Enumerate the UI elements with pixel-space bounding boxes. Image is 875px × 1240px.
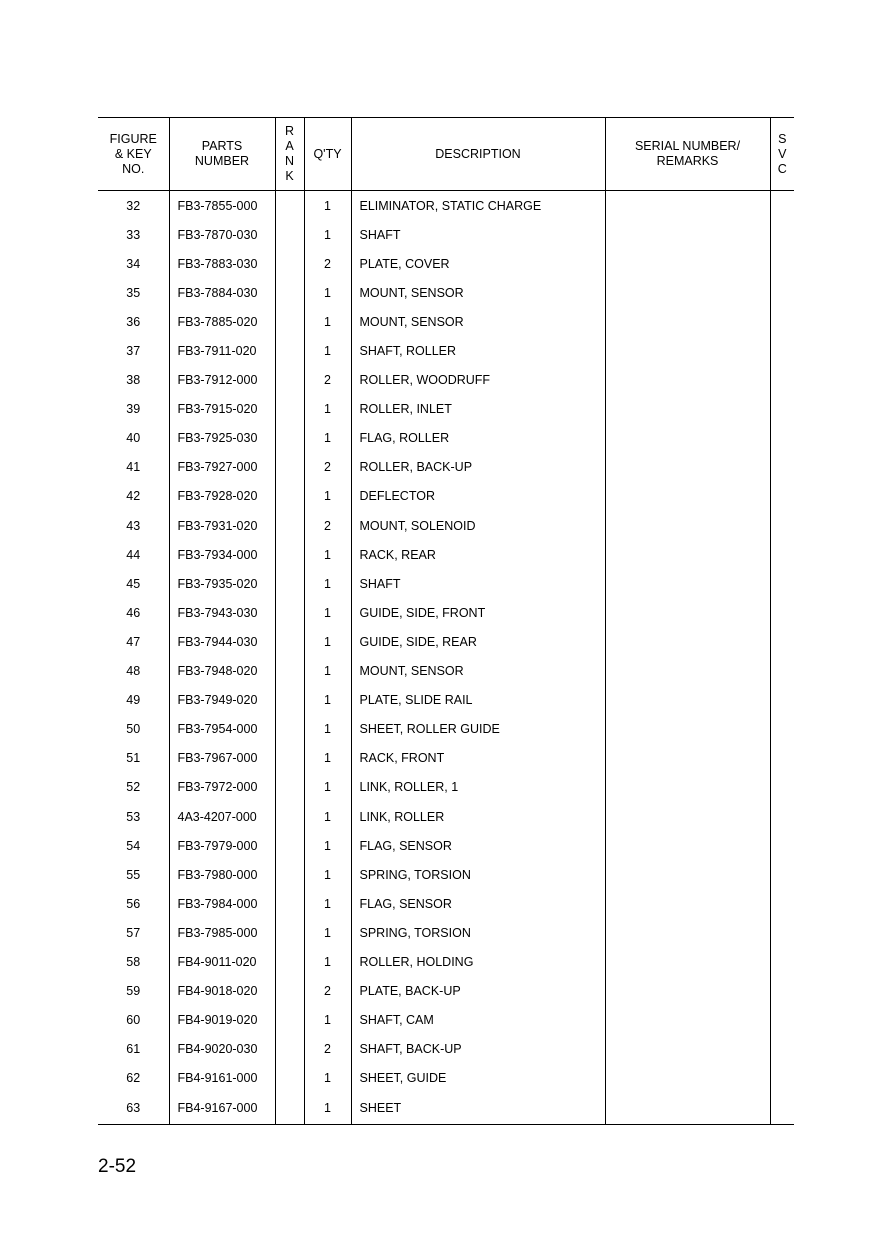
cell-qty: 1 <box>304 773 351 802</box>
table-header <box>98 118 794 191</box>
cell-svc <box>770 1093 794 1125</box>
cell-parts-number: FB4-9011-020 <box>169 947 275 976</box>
cell-description: ELIMINATOR, STATIC CHARGE <box>351 191 605 221</box>
table-row <box>98 627 794 656</box>
cell-parts-number: FB3-7927-000 <box>169 453 275 482</box>
cell-svc <box>770 191 794 221</box>
parts-list-table <box>98 117 794 1125</box>
cell-figure-key-no: 62 <box>126 1071 141 1086</box>
cell-figure-key-no: 43 <box>126 518 141 533</box>
cell-serial-remarks <box>605 715 770 744</box>
table-row <box>98 831 794 860</box>
cell-figure-key-no: 33 <box>126 227 141 242</box>
header-figure-key-no: FIGURE & KEY NO. <box>98 118 169 191</box>
cell-serial-remarks <box>605 220 770 249</box>
cell-description: SHEET, ROLLER GUIDE <box>351 715 605 744</box>
cell-svc <box>770 889 794 918</box>
cell-description: MOUNT, SENSOR <box>351 278 605 307</box>
cell-svc <box>770 569 794 598</box>
cell-serial-remarks <box>605 598 770 627</box>
cell-description: RACK, FRONT <box>351 744 605 773</box>
cell-svc <box>770 482 794 511</box>
cell-qty: 1 <box>304 424 351 453</box>
cell-rank <box>275 918 304 947</box>
cell-serial-remarks <box>605 831 770 860</box>
table-row <box>98 453 794 482</box>
cell-description: SHAFT, ROLLER <box>351 336 605 365</box>
table-row <box>98 540 794 569</box>
cell-parts-number: FB4-9018-020 <box>169 977 275 1006</box>
cell-rank <box>275 307 304 336</box>
cell-figure-key-no: 51 <box>126 751 141 766</box>
table-row <box>98 249 794 278</box>
cell-serial-remarks <box>605 1035 770 1064</box>
cell-description: ROLLER, BACK-UP <box>351 453 605 482</box>
header-row <box>98 118 794 191</box>
cell-rank <box>275 686 304 715</box>
cell-description: FLAG, SENSOR <box>351 889 605 918</box>
cell-description: MOUNT, SOLENOID <box>351 511 605 540</box>
cell-svc <box>770 220 794 249</box>
table-row <box>98 220 794 249</box>
table-row <box>98 1064 794 1093</box>
header-qty: Q'TY <box>304 118 351 191</box>
cell-svc <box>770 802 794 831</box>
table-row <box>98 191 794 221</box>
cell-qty: 1 <box>304 307 351 336</box>
cell-qty: 1 <box>304 540 351 569</box>
cell-svc <box>770 744 794 773</box>
cell-figure-key-no: 44 <box>126 547 141 562</box>
cell-figure-key-no: 48 <box>126 664 141 679</box>
cell-figure-key-no: 59 <box>126 984 141 999</box>
cell-parts-number: FB3-7967-000 <box>169 744 275 773</box>
cell-rank <box>275 744 304 773</box>
table-row <box>98 336 794 365</box>
cell-qty: 1 <box>304 802 351 831</box>
table-row <box>98 773 794 802</box>
cell-svc <box>770 977 794 1006</box>
cell-serial-remarks <box>605 569 770 598</box>
cell-serial-remarks <box>605 307 770 336</box>
cell-serial-remarks <box>605 424 770 453</box>
cell-parts-number: FB3-7885-020 <box>169 307 275 336</box>
cell-description: GUIDE, SIDE, FRONT <box>351 598 605 627</box>
cell-serial-remarks <box>605 278 770 307</box>
cell-description: LINK, ROLLER <box>351 802 605 831</box>
cell-rank <box>275 977 304 1006</box>
table-row <box>98 424 794 453</box>
cell-serial-remarks <box>605 657 770 686</box>
cell-rank <box>275 191 304 221</box>
cell-description: ROLLER, INLET <box>351 395 605 424</box>
cell-svc <box>770 249 794 278</box>
cell-figure-key-no: 38 <box>126 373 141 388</box>
cell-figure-key-no: 52 <box>126 780 141 795</box>
cell-parts-number: FB4-9020-030 <box>169 1035 275 1064</box>
header-serial-remarks: SERIAL NUMBER/ REMARKS <box>605 118 770 191</box>
cell-svc <box>770 773 794 802</box>
cell-description: FLAG, SENSOR <box>351 831 605 860</box>
table-row <box>98 918 794 947</box>
cell-rank <box>275 453 304 482</box>
table-row <box>98 511 794 540</box>
cell-svc <box>770 686 794 715</box>
cell-figure-key-no: 58 <box>126 954 141 969</box>
cell-parts-number: FB3-7935-020 <box>169 569 275 598</box>
cell-rank <box>275 831 304 860</box>
cell-figure-key-no: 42 <box>126 489 141 504</box>
cell-rank <box>275 889 304 918</box>
cell-rank <box>275 657 304 686</box>
table-row <box>98 482 794 511</box>
cell-serial-remarks <box>605 860 770 889</box>
cell-description: LINK, ROLLER, 1 <box>351 773 605 802</box>
cell-description: PLATE, SLIDE RAIL <box>351 686 605 715</box>
cell-serial-remarks <box>605 482 770 511</box>
cell-qty: 1 <box>304 686 351 715</box>
cell-qty: 1 <box>304 918 351 947</box>
cell-description: SHEET, GUIDE <box>351 1064 605 1093</box>
cell-figure-key-no: 54 <box>126 838 141 853</box>
cell-qty: 1 <box>304 220 351 249</box>
table-row <box>98 598 794 627</box>
cell-figure-key-no: 55 <box>126 867 141 882</box>
cell-parts-number: FB3-7883-030 <box>169 249 275 278</box>
cell-serial-remarks <box>605 744 770 773</box>
cell-figure-key-no: 47 <box>126 634 141 649</box>
cell-serial-remarks <box>605 773 770 802</box>
cell-rank <box>275 715 304 744</box>
cell-svc <box>770 1006 794 1035</box>
cell-svc <box>770 424 794 453</box>
cell-rank <box>275 511 304 540</box>
cell-qty: 2 <box>304 511 351 540</box>
cell-rank <box>275 249 304 278</box>
cell-serial-remarks <box>605 627 770 656</box>
cell-parts-number: FB4-9019-020 <box>169 1006 275 1035</box>
cell-rank <box>275 1064 304 1093</box>
cell-svc <box>770 1064 794 1093</box>
table-row <box>98 686 794 715</box>
cell-rank <box>275 336 304 365</box>
cell-svc <box>770 598 794 627</box>
cell-figure-key-no: 57 <box>126 925 141 940</box>
cell-parts-number: FB3-7931-020 <box>169 511 275 540</box>
cell-svc <box>770 1035 794 1064</box>
cell-qty: 1 <box>304 657 351 686</box>
table-row <box>98 977 794 1006</box>
cell-serial-remarks <box>605 686 770 715</box>
cell-qty: 2 <box>304 249 351 278</box>
cell-parts-number: FB3-7972-000 <box>169 773 275 802</box>
cell-figure-key-no: 45 <box>126 576 141 591</box>
cell-qty: 1 <box>304 191 351 221</box>
cell-qty: 2 <box>304 1035 351 1064</box>
cell-svc <box>770 831 794 860</box>
table-row <box>98 1006 794 1035</box>
cell-serial-remarks <box>605 366 770 395</box>
cell-qty: 1 <box>304 860 351 889</box>
cell-qty: 2 <box>304 453 351 482</box>
cell-figure-key-no: 50 <box>126 722 141 737</box>
cell-description: RACK, REAR <box>351 540 605 569</box>
cell-qty: 1 <box>304 1064 351 1093</box>
cell-svc <box>770 860 794 889</box>
cell-figure-key-no: 37 <box>126 344 141 359</box>
cell-description: SPRING, TORSION <box>351 860 605 889</box>
table-row <box>98 1035 794 1064</box>
cell-description: DEFLECTOR <box>351 482 605 511</box>
cell-qty: 1 <box>304 395 351 424</box>
cell-parts-number: FB3-7948-020 <box>169 657 275 686</box>
cell-svc <box>770 336 794 365</box>
table-row <box>98 715 794 744</box>
cell-rank <box>275 1035 304 1064</box>
table-row <box>98 395 794 424</box>
cell-serial-remarks <box>605 540 770 569</box>
cell-qty: 1 <box>304 744 351 773</box>
cell-parts-number: FB3-7870-030 <box>169 220 275 249</box>
cell-figure-key-no: 46 <box>126 605 141 620</box>
cell-rank <box>275 947 304 976</box>
table-row <box>98 366 794 395</box>
table-row <box>98 278 794 307</box>
cell-serial-remarks <box>605 947 770 976</box>
cell-serial-remarks <box>605 395 770 424</box>
cell-svc <box>770 395 794 424</box>
cell-description: MOUNT, SENSOR <box>351 657 605 686</box>
cell-svc <box>770 947 794 976</box>
cell-qty: 1 <box>304 627 351 656</box>
cell-rank <box>275 1093 304 1125</box>
cell-parts-number: FB3-7915-020 <box>169 395 275 424</box>
cell-qty: 1 <box>304 1093 351 1125</box>
cell-qty: 1 <box>304 569 351 598</box>
cell-svc <box>770 511 794 540</box>
cell-description: PLATE, COVER <box>351 249 605 278</box>
cell-figure-key-no: 35 <box>126 285 141 300</box>
cell-description: FLAG, ROLLER <box>351 424 605 453</box>
cell-figure-key-no: 61 <box>126 1042 141 1057</box>
cell-rank <box>275 1006 304 1035</box>
cell-svc <box>770 366 794 395</box>
table-body <box>98 191 794 1125</box>
cell-serial-remarks <box>605 249 770 278</box>
table-row <box>98 802 794 831</box>
cell-rank <box>275 860 304 889</box>
cell-rank <box>275 540 304 569</box>
cell-rank <box>275 773 304 802</box>
cell-rank <box>275 395 304 424</box>
cell-svc <box>770 657 794 686</box>
cell-qty: 1 <box>304 336 351 365</box>
cell-parts-number: FB3-7928-020 <box>169 482 275 511</box>
cell-qty: 1 <box>304 947 351 976</box>
cell-rank <box>275 278 304 307</box>
cell-serial-remarks <box>605 191 770 221</box>
cell-description: SHAFT, CAM <box>351 1006 605 1035</box>
cell-figure-key-no: 34 <box>126 256 141 271</box>
cell-parts-number: FB3-7979-000 <box>169 831 275 860</box>
cell-parts-number: 4A3-4207-000 <box>169 802 275 831</box>
header-parts-number: PARTS NUMBER <box>169 118 275 191</box>
cell-svc <box>770 453 794 482</box>
cell-svc <box>770 278 794 307</box>
cell-description: SPRING, TORSION <box>351 918 605 947</box>
cell-parts-number: FB4-9167-000 <box>169 1093 275 1125</box>
table-row <box>98 744 794 773</box>
cell-parts-number: FB3-7911-020 <box>169 336 275 365</box>
cell-parts-number: FB3-7949-020 <box>169 686 275 715</box>
cell-description: PLATE, BACK-UP <box>351 977 605 1006</box>
cell-figure-key-no: 60 <box>126 1013 141 1028</box>
cell-rank <box>275 220 304 249</box>
cell-parts-number: FB3-7954-000 <box>169 715 275 744</box>
cell-qty: 1 <box>304 1006 351 1035</box>
cell-qty: 1 <box>304 831 351 860</box>
cell-parts-number: FB3-7943-030 <box>169 598 275 627</box>
cell-qty: 2 <box>304 366 351 395</box>
cell-description: SHAFT, BACK-UP <box>351 1035 605 1064</box>
cell-serial-remarks <box>605 1006 770 1035</box>
cell-figure-key-no: 39 <box>126 402 141 417</box>
cell-figure-key-no: 41 <box>126 460 141 475</box>
table-row <box>98 1093 794 1125</box>
cell-parts-number: FB3-7934-000 <box>169 540 275 569</box>
cell-serial-remarks <box>605 1093 770 1125</box>
page-number: 2-52 <box>98 1156 137 1177</box>
cell-serial-remarks <box>605 336 770 365</box>
cell-figure-key-no: 36 <box>126 314 141 329</box>
cell-description: SHAFT <box>351 220 605 249</box>
cell-rank <box>275 482 304 511</box>
cell-qty: 1 <box>304 889 351 918</box>
cell-parts-number: FB4-9161-000 <box>169 1064 275 1093</box>
cell-figure-key-no: 32 <box>126 198 141 213</box>
cell-rank <box>275 627 304 656</box>
cell-svc <box>770 627 794 656</box>
table-row <box>98 860 794 889</box>
cell-figure-key-no: 53 <box>126 809 141 824</box>
cell-parts-number: FB3-7984-000 <box>169 889 275 918</box>
cell-figure-key-no: 63 <box>98 1093 169 1125</box>
table-row <box>98 889 794 918</box>
cell-description: ROLLER, WOODRUFF <box>351 366 605 395</box>
table-row <box>98 657 794 686</box>
cell-description: SHEET <box>351 1093 605 1125</box>
cell-serial-remarks <box>605 802 770 831</box>
cell-qty: 1 <box>304 278 351 307</box>
cell-svc <box>770 540 794 569</box>
cell-qty: 1 <box>304 715 351 744</box>
cell-figure-key-no: 49 <box>126 693 141 708</box>
cell-svc <box>770 307 794 336</box>
header-description: DESCRIPTION <box>351 118 605 191</box>
cell-parts-number: FB3-7925-030 <box>169 424 275 453</box>
cell-parts-number: FB3-7912-000 <box>169 366 275 395</box>
cell-description: SHAFT <box>351 569 605 598</box>
cell-parts-number: FB3-7980-000 <box>169 860 275 889</box>
cell-serial-remarks <box>605 453 770 482</box>
header-rank: R A N K <box>275 118 304 191</box>
cell-description: GUIDE, SIDE, REAR <box>351 627 605 656</box>
table-row <box>98 569 794 598</box>
cell-rank <box>275 598 304 627</box>
cell-parts-number: FB3-7985-000 <box>169 918 275 947</box>
cell-parts-number: FB3-7944-030 <box>169 627 275 656</box>
cell-serial-remarks <box>605 511 770 540</box>
cell-qty: 1 <box>304 598 351 627</box>
cell-rank <box>275 802 304 831</box>
cell-parts-number: FB3-7855-000 <box>169 191 275 221</box>
cell-figure-key-no: 40 <box>126 431 141 446</box>
cell-serial-remarks <box>605 889 770 918</box>
cell-rank <box>275 366 304 395</box>
cell-qty: 2 <box>304 977 351 1006</box>
cell-serial-remarks <box>605 1064 770 1093</box>
table-row <box>98 947 794 976</box>
cell-rank <box>275 424 304 453</box>
table-row <box>98 307 794 336</box>
cell-rank <box>275 569 304 598</box>
cell-parts-number: FB3-7884-030 <box>169 278 275 307</box>
header-svc: S V C <box>770 118 794 191</box>
cell-svc <box>770 715 794 744</box>
cell-description: ROLLER, HOLDING <box>351 947 605 976</box>
cell-serial-remarks <box>605 977 770 1006</box>
cell-description: MOUNT, SENSOR <box>351 307 605 336</box>
cell-qty: 1 <box>304 482 351 511</box>
cell-figure-key-no: 56 <box>126 896 141 911</box>
cell-serial-remarks <box>605 918 770 947</box>
cell-svc <box>770 918 794 947</box>
